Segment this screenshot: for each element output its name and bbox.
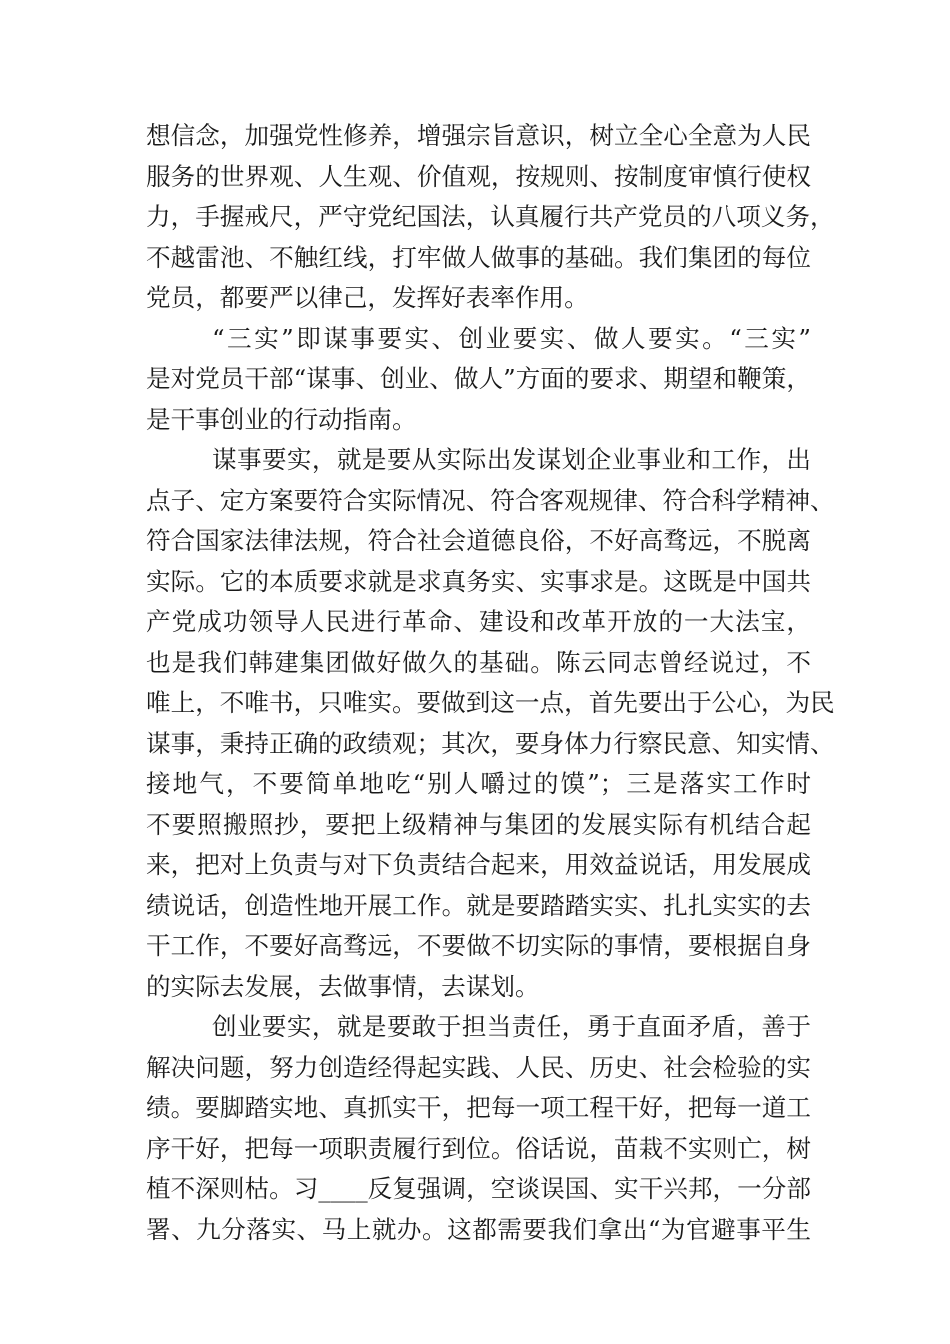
text-line: 来，把对上负责与对下负责结合起来，用效益说话，用发展成 [146, 850, 811, 879]
paragraph-1 [146, 116, 835, 319]
text-line: 不越雷池、不触红线，打牢做人做事的基础。我们集团的每位 [146, 242, 811, 272]
text-line: 署、九分落实、马上就办。这都需要我们拿出“为官避事平生 [146, 1214, 811, 1244]
paragraph-3 [146, 440, 835, 1007]
text-line: 创业要实，就是要敢于担当责任，勇于直面矛盾，善于 [212, 1012, 811, 1041]
text-line: 服务的世界观、人生观、价值观，按规则、按制度审慎行使权 [146, 161, 811, 191]
text-line: 符合国家法律法规，符合社会道德良俗，不好高骛远，不脱离 [146, 526, 811, 555]
text-line: 也是我们韩建集团做好做久的基础。陈云同志曾经说过，不 [146, 647, 811, 677]
text-line: 绩说话，创造性地开展工作。就是要踏踏实实、扎扎实实的去 [146, 890, 811, 920]
text-line: 产党成功领导人民进行革命、建设和改革开放的一大法宝， [146, 607, 811, 636]
text-line: 想信念，加强党性修养，增强宗旨意识，树立全心全意为人民 [146, 121, 811, 150]
text-line: 是对党员干部“谋事、创业、做人”方面的要求、期望和鞭策， [146, 364, 811, 393]
text-line: 植不深则枯。习____反复强调，空谈误国、实干兴邦，一分部 [146, 1174, 811, 1203]
text-line: “三实”即谋事要实、创业要实、做人要实。“三实” [212, 323, 811, 353]
paragraph-2 [146, 319, 811, 441]
text-line: 唯上，不唯书，只唯实。要做到这一点，首先要出于公心，为民 [146, 688, 835, 717]
text-line: 谋事要实，就是要从实际出发谋划企业事业和工作，出 [212, 445, 811, 474]
text-line: 实际。它的本质要求就是求真务实、实事求是。这既是中国共 [146, 566, 811, 596]
text-line: 点子、定方案要符合实际情况、符合客观规律、符合科学精神、 [146, 485, 835, 515]
text-line: 党员，都要严以律己，发挥好表率作用。 [146, 283, 589, 312]
text-line: 谋事，秉持正确的政绩观；其次，要身体力行察民意、知实情、 [146, 728, 835, 758]
text-line: 力，手握戒尺，严守党纪国法，认真履行共产党员的八项义务， [146, 202, 835, 231]
text-line: 干工作，不要好高骛远，不要做不切实际的事情，要根据自身 [146, 931, 811, 960]
text-line: 接地气，不要简单地吃“别人嚼过的馍”；三是落实工作时 [146, 769, 811, 798]
text-line: 序干好，把每一项职责履行到位。俗话说，苗栽不实则亡，树 [146, 1133, 811, 1163]
document-page [146, 116, 835, 1250]
text-line: 不要照搬照抄，要把上级精神与集团的发展实际有机结合起 [146, 809, 811, 839]
text-line: 是干事创业的行动指南。 [146, 404, 417, 434]
text-line: 的实际去发展，去做事情，去谋划。 [146, 971, 540, 1001]
text-line: 解决问题，努力创造经得起实践、人民、历史、社会检验的实 [146, 1052, 811, 1082]
text-line: 绩。要脚踏实地、真抓实干，把每一项工程干好，把每一道工 [146, 1093, 811, 1122]
paragraph-4 [146, 1007, 811, 1250]
